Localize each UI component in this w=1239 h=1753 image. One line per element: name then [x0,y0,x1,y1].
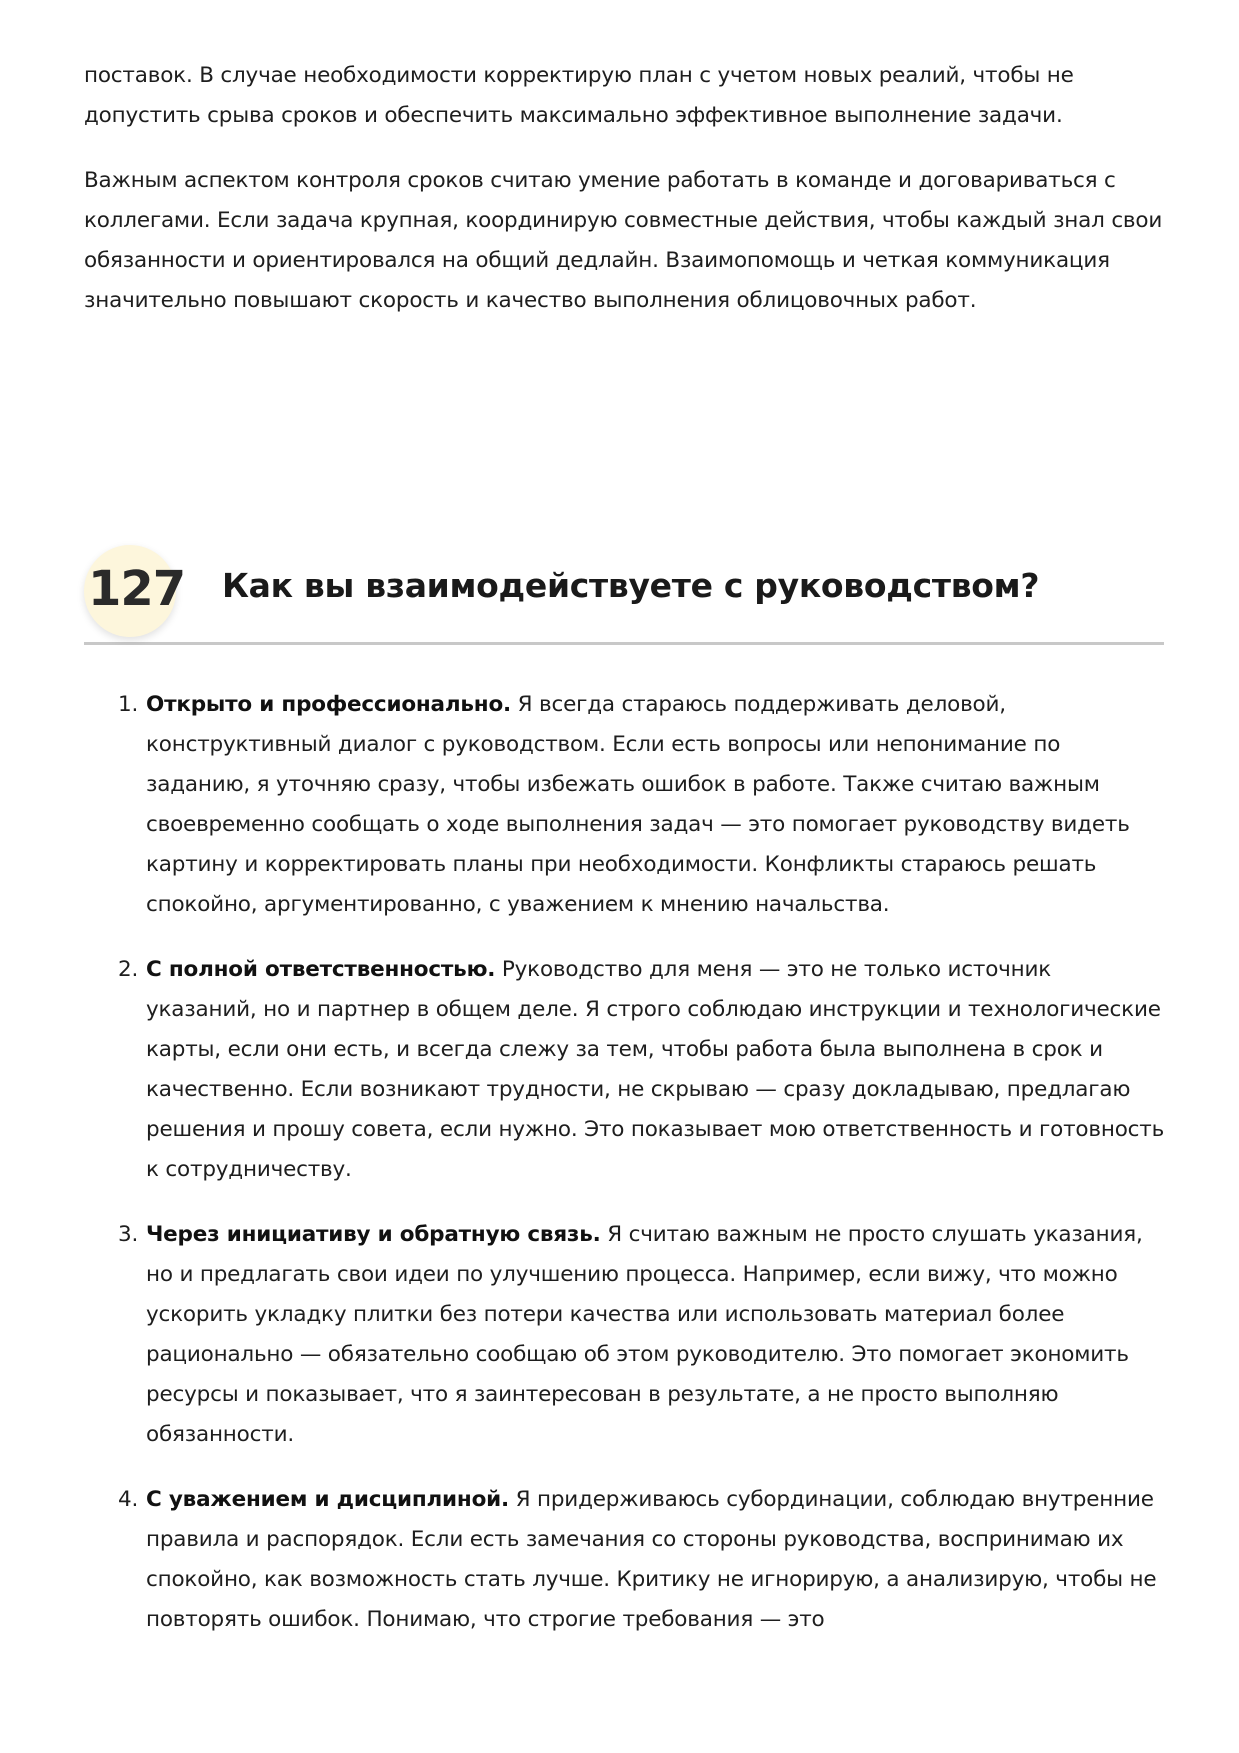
question-number: 127 [88,561,186,617]
intro-paragraph: поставок. В случае необходимости корректирую план с учетом новых реалий, чтобы не допустить срыва сроков и обеспечить максимально эффективное выполнение задачи. [84,63,1074,128]
answer-item [118,1480,1168,1640]
answer-item-number: 1. [118,692,139,717]
answer-list [118,685,1168,1640]
answer-item [118,1215,1168,1455]
answer-item-number: 3. [118,1222,139,1247]
intro-paragraph: Важным аспектом контроля сроков считаю умение работать в команде и договариваться с коллегами. Если задача крупная, координирую совместные действия, чтобы каждый знал свои обязанности и ориентировался на общий дедлайн. Взаимопомощь и четкая коммуникация значительно повышают скорость и качество выполнения облицовочных работ. [84,168,1163,313]
answer-item-text: Я всегда стараюсь поддерживать деловой, конструктивный диалог с руководством. Если есть вопросы или непонимание по заданию, я уточняю сразу, чтобы избежать ошибок в работе. Также считаю важным своевременно сообщать о ходе выполнения задач — это помогает руководству видеть картину и корректировать планы при необходимости. Конфликты стараюсь решать спокойно, аргументированно, с уважением к мнению начальства. [146,692,1130,917]
answer-item-lead: Через инициативу и обратную связь. [146,1222,601,1247]
answer-item [118,950,1168,1190]
answer-item-lead: С уважением и дисциплиной. [146,1487,509,1512]
question-title: Как вы взаимодействуете с руководством? [222,566,1040,605]
answer-item-lead: С полной ответственностью. [146,957,496,982]
answer-item-lead: Открыто и профессионально. [146,692,511,717]
answer-item-text: Я придерживаюсь субординации, соблюдаю внутренние правила и распорядок. Если есть замечания со стороны руководства, воспринимаю их спокойно, как возможность стать лучше. Критику не игнорирую, а анализирую, чтобы не повторять ошибок. Понимаю, что строгие требования — это [146,1487,1157,1632]
answer-item-number: 4. [118,1487,139,1512]
answer-item-text: Руководство для меня — это не только источник указаний, но и партнер в общем деле. Я строго соблюдаю инструкции и технологические карты, если они есть, и всегда слежу за тем, чтобы работа была выполнена в срок и качественно. Если возникают трудности, не скрываю — сразу докладываю, предлагаю решения и прошу совета, если нужно. Это показывает мою ответственность и готовность к сотрудничеству. [146,957,1165,1182]
question-header [84,535,1164,645]
answer-item-number: 2. [118,957,139,982]
answer-item [118,685,1168,925]
answer-item-text: Я считаю важным не просто слушать указания, но и предлагать свои идеи по улучшению процесса. Например, если вижу, что можно ускорить укладку плитки без потери качества или использовать материал более рационально — обязательно сообщаю об этом руководителю. Это помогает экономить ресурсы и показывает, что я заинтересован в результате, а не просто выполняю обязанности. [146,1222,1143,1447]
intro-text [84,56,1164,321]
